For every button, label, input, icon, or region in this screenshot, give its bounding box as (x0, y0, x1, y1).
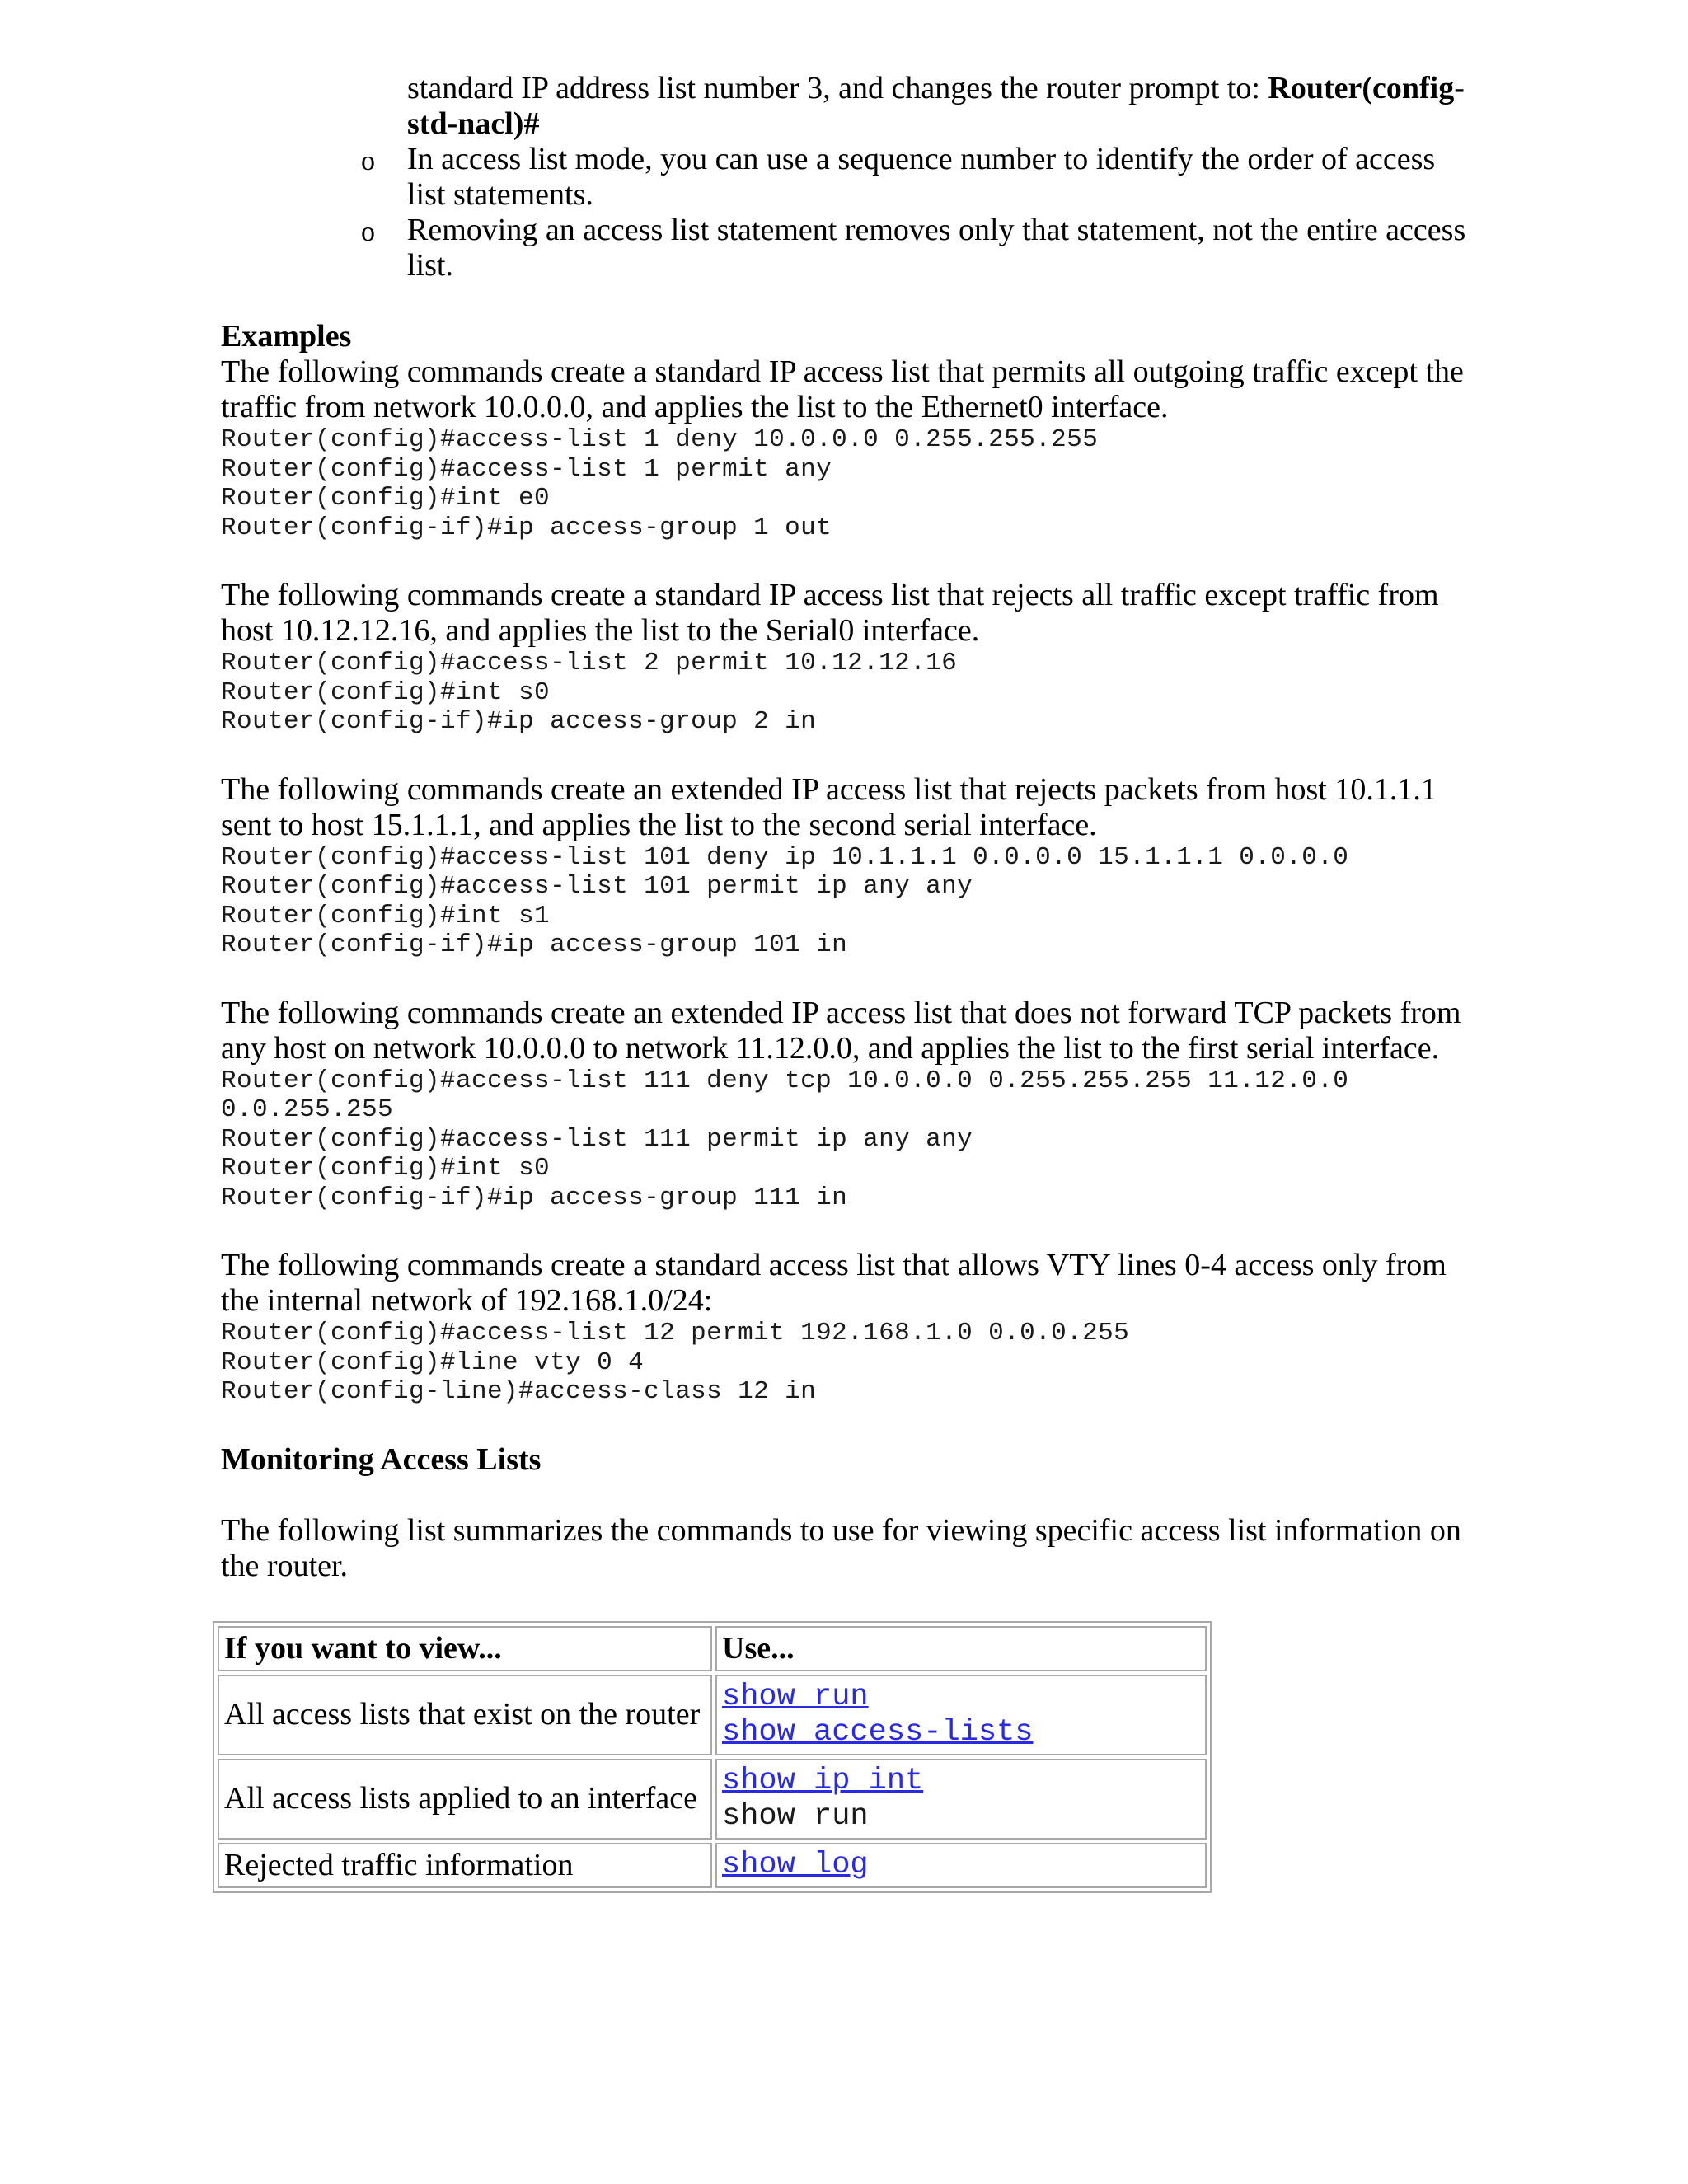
table-cell-view: Rejected traffic information (218, 1843, 712, 1888)
example-2-description: The following commands create a standard IP access list that rejects all traffic except traffic from host 10.12.12.16, and applies the list to the Serial0 interface. (221, 578, 1439, 648)
bullet-marker-icon: o (361, 217, 375, 247)
intro-bullet-1 (361, 142, 1474, 213)
intro-continuation (407, 71, 1474, 142)
bullet-text: Removing an access list statement removes only that statement, not the entire access list. (407, 213, 1466, 283)
example-4-code: Router(config)#access-list 111 deny tcp 10.0.0.0 0.255.255.255 11.12.0.0 0.0.255.255 Router(config)#access-list 111 permit ip any any Router(config)#int s0 Router(config-if)#ip access-group 111 in (221, 1066, 1349, 1212)
table-row (218, 1843, 1207, 1888)
table-cell-view: All access lists applied to an interface (218, 1759, 712, 1840)
table-row (218, 1759, 1207, 1840)
example-3-code: Router(config)#access-list 101 deny ip 10.1.1.1 0.0.0.0 15.1.1.1 0.0.0.0 Router(config)#access-list 101 permit ip any any Router(config)#int s1 Router(config-if)#ip access-group 101 in (221, 842, 1349, 959)
show-ip-int-link[interactable]: show ip int (722, 1763, 924, 1798)
intro-list (221, 71, 1474, 284)
show-run-link[interactable]: show run (722, 1679, 869, 1714)
monitoring-description: The following list summarizes the commands to use for viewing specific access list information on the router. (221, 1512, 1461, 1583)
monitoring-heading: Monitoring Access Lists (221, 1441, 542, 1477)
table-cell-view: All access lists that exist on the router (218, 1675, 712, 1755)
table-cell-commands (715, 1675, 1207, 1755)
table-row (218, 1675, 1207, 1755)
example-3-description: The following commands create an extended IP access list that rejects packets from host 10.1.1.1 sent to host 15.1.1.1, and applies the list to the second serial interface. (221, 771, 1437, 842)
example-5-code: Router(config)#access-list 12 permit 192.168.1.0 0.0.0.255 Router(config)#line vty 0 4 Router(config-line)#access-class 12 in (221, 1319, 1130, 1406)
table-header-row (218, 1626, 1207, 1671)
example-2-code: Router(config)#access-list 2 permit 10.12.12.16 Router(config)#int s0 Router(config-if)#ip access-group 2 in (221, 649, 958, 736)
document-page (221, 71, 1474, 1893)
show-log-link[interactable]: show log (722, 1847, 869, 1882)
examples-heading: Examples (221, 319, 352, 354)
table-cell-commands (715, 1759, 1207, 1840)
example-5-description: The following commands create a standard access list that allows VTY lines 0-4 access only from the internal network of 192.168.1.0/24: (221, 1248, 1447, 1318)
intro-bullet-2 (361, 213, 1474, 284)
intro-text: standard IP address list number 3, and changes the router prompt to: (407, 71, 1268, 105)
show-run-text: show run (722, 1798, 869, 1834)
example-1-code: Router(config)#access-list 1 deny 10.0.0.0 0.255.255.255 Router(config)#access-list 1 permit any Router(config)#int e0 Router(config-if)#ip access-group 1 out (221, 425, 1099, 542)
commands-table (213, 1621, 1212, 1893)
example-4-description: The following commands create an extended IP access list that does not forward TCP packets from any host on network 10.0.0.0 to network 11.12.0.0, and applies the list to the first serial interface. (221, 995, 1461, 1066)
table-header-view: If you want to view... (218, 1626, 712, 1671)
table-cell-commands (715, 1843, 1207, 1888)
show-access-lists-link[interactable]: show access-lists (722, 1714, 1034, 1750)
bullet-text: In access list mode, you can use a sequence number to identify the order of access list statements. (407, 142, 1436, 212)
example-1-description: The following commands create a standard IP access list that permits all outgoing traffic except the traffic from network 10.0.0.0, and applies the list to the Ethernet0 interface. (221, 354, 1464, 424)
bullet-marker-icon: o (361, 146, 375, 176)
table-header-use: Use... (715, 1626, 1207, 1671)
router-prompt: Router(config-std-nacl)# (407, 71, 1465, 141)
